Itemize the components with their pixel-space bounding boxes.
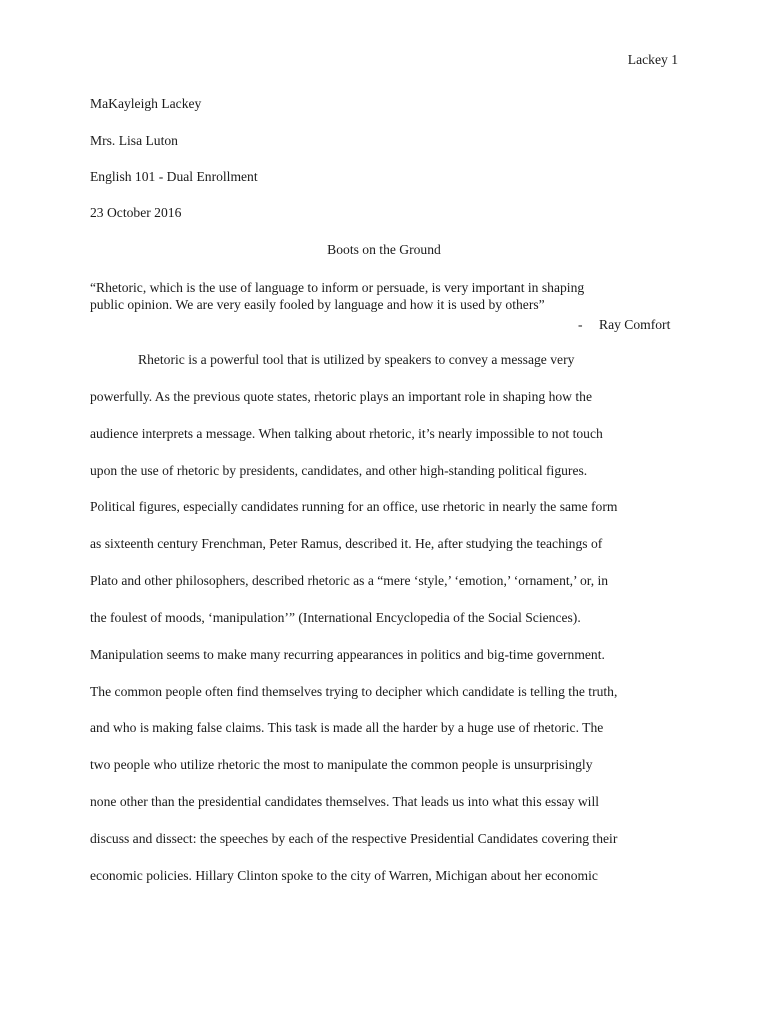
running-head: Lackey 1 bbox=[627, 52, 678, 67]
body-line: as sixteenth century Frenchman, Peter Ramus, described it. He, after studying the teachings of bbox=[90, 536, 603, 551]
body-line: two people who utilize rhetoric the most to manipulate the common people is unsurprisingly bbox=[90, 757, 593, 772]
body-line: Manipulation seems to make many recurring appearances in politics and big-time government. bbox=[90, 647, 605, 662]
body-line: Rhetoric is a powerful tool that is utilized by speakers to convey a message very bbox=[138, 352, 575, 367]
body-line: Plato and other philosophers, described rhetoric as a “mere ‘style,’ ‘emotion,’ ‘ornament,’ or, in bbox=[90, 573, 609, 588]
course-name: English 101 - Dual Enrollment bbox=[90, 169, 258, 184]
body-line: the foulest of moods, ‘manipulation’” (International Encyclopedia of the Social Sciences). bbox=[90, 610, 581, 625]
instructor-name: Mrs. Lisa Luton bbox=[90, 133, 178, 148]
student-name: MaKayleigh Lackey bbox=[90, 96, 202, 111]
essay-title: Boots on the Ground bbox=[327, 242, 441, 257]
attribution-dash: - bbox=[578, 317, 583, 332]
body-line: audience interprets a message. When talking about rhetoric, it’s nearly impossible to not touch bbox=[90, 426, 603, 441]
essay-date: 23 October 2016 bbox=[90, 205, 182, 220]
epigraph-line: “Rhetoric, which is the use of language to inform or persuade, is very important in shaping bbox=[90, 280, 585, 295]
body-line: economic policies. Hillary Clinton spoke to the city of Warren, Michigan about her economic bbox=[90, 868, 598, 883]
body-line: and who is making false claims. This task is made all the harder by a huge use of rhetoric. The bbox=[90, 720, 604, 735]
epigraph-line: public opinion. We are very easily fooled by language and how it is used by others” bbox=[90, 297, 545, 312]
attribution-author: Ray Comfort bbox=[599, 317, 671, 332]
body-line: upon the use of rhetoric by presidents, candidates, and other high-standing political figures. bbox=[90, 463, 588, 478]
body-line: The common people often find themselves trying to decipher which candidate is telling the truth, bbox=[90, 684, 618, 699]
body-line: discuss and dissect: the speeches by each of the respective Presidential Candidates covering their bbox=[90, 831, 618, 846]
body-line: none other than the presidential candidates themselves. That leads us into what this essay will bbox=[90, 794, 600, 809]
epigraph-quote bbox=[90, 279, 680, 313]
body-line: Political figures, especially candidates running for an office, use rhetoric in nearly the same form bbox=[90, 499, 618, 514]
epigraph-attribution bbox=[578, 317, 670, 333]
body-line: powerfully. As the previous quote states, rhetoric plays an important role in shaping how the bbox=[90, 389, 592, 404]
